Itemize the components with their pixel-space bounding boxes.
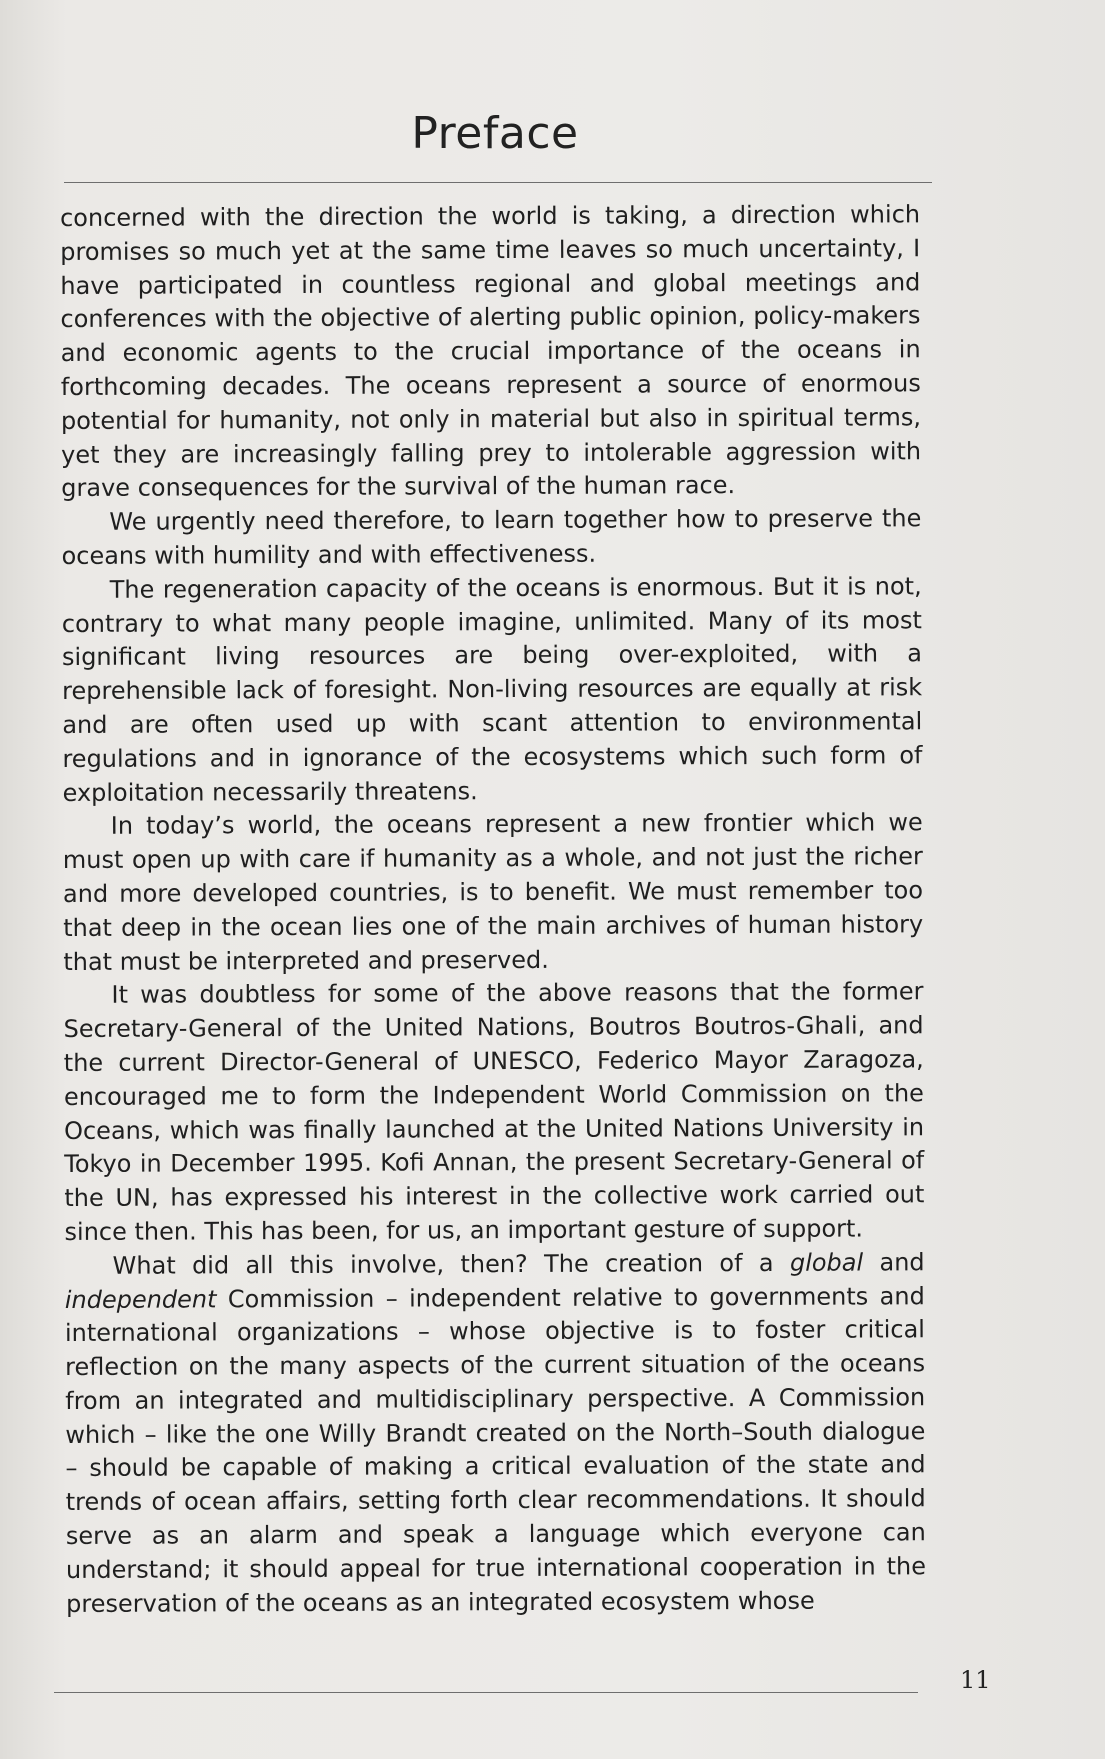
emphasis-global: global bbox=[789, 1248, 864, 1277]
paragraph: concerned with the direction the world is taking, a direction which promises so much yet at the same time leaves so much uncertainty, I have participated in countless regional and global meetings and conferences with the objective of alerting public opinion, policy-makers and economic agents to the crucial importance of the oceans in forthcoming decades. The oceans represent a source of enormous potential for humanity, not only in material but also in spiritual terms, yet they are increasingly falling prey to intolerable aggression with grave consequences for the survival of the human race. bbox=[60, 200, 922, 503]
text-run: and bbox=[863, 1247, 925, 1277]
paragraph bbox=[65, 1246, 927, 1622]
text-run: Commission – independent relative to governments and international organizations – whose objective is to foster critical reflection on the many aspects of the current situation of the oceans from an integrated and multidisciplinary perspective. A Commission which – like the one Willy Brandt created on the North–South dialogue – should be capable of making a critical evaluation of the state and trends of ocean affairs, setting forth clear recommendations. It should serve as an alarm and speak a language which everyone can understand; it should appeal for true international cooperation in the preservation of the oceans as an integrated ecosystem whose bbox=[64, 1281, 927, 1618]
paragraph: The regeneration capacity of the oceans is enormous. But it is not, contrary to what many people imagine, unlimited. Many of its most significant living resources are being over-exploited, with a reprehensible lack of foresight. Non-living resources are equally at risk and are often used up with scant attention to environmental regulations and in ignorance of the ecosystems which such form of exploitation necessarily threatens. bbox=[61, 572, 923, 807]
page-title: Preface bbox=[411, 108, 579, 159]
body-text bbox=[60, 198, 926, 1621]
page-number: 11 bbox=[960, 1666, 991, 1694]
header-rule bbox=[64, 182, 932, 183]
paragraph: We urgently need therefore, to learn together how to preserve the oceans with humility and with effectiveness. bbox=[61, 504, 922, 570]
paragraph: In today’s world, the oceans represent a new frontier which we must open up with care if humanity as a whole, and not just the richer and more developed countries, is to benefit. We must remember too that deep in the ocean lies one of the main archives of human history that must be interpreted and preserved. bbox=[62, 808, 924, 976]
emphasis-independent: independent bbox=[64, 1284, 217, 1314]
footer-rule bbox=[54, 1692, 918, 1693]
paragraph: It was doubtless for some of the above reasons that the former Secretary-General of the United Nations, Boutros Boutros-Ghali, and the current Director-General of UNESCO, Federico Mayor Zaragoza, encouraged me to form the Independent World Commission on the Oceans, which was finally launched at the United Nations University in Tokyo in December 1995. Kofi Annan, the present Secretary-General of the UN, has expressed his interest in the collective work carried out since then. This has been, for us, an important gesture of support. bbox=[63, 977, 925, 1246]
text-run: What did all this involve, then? The creation of a bbox=[112, 1248, 790, 1280]
